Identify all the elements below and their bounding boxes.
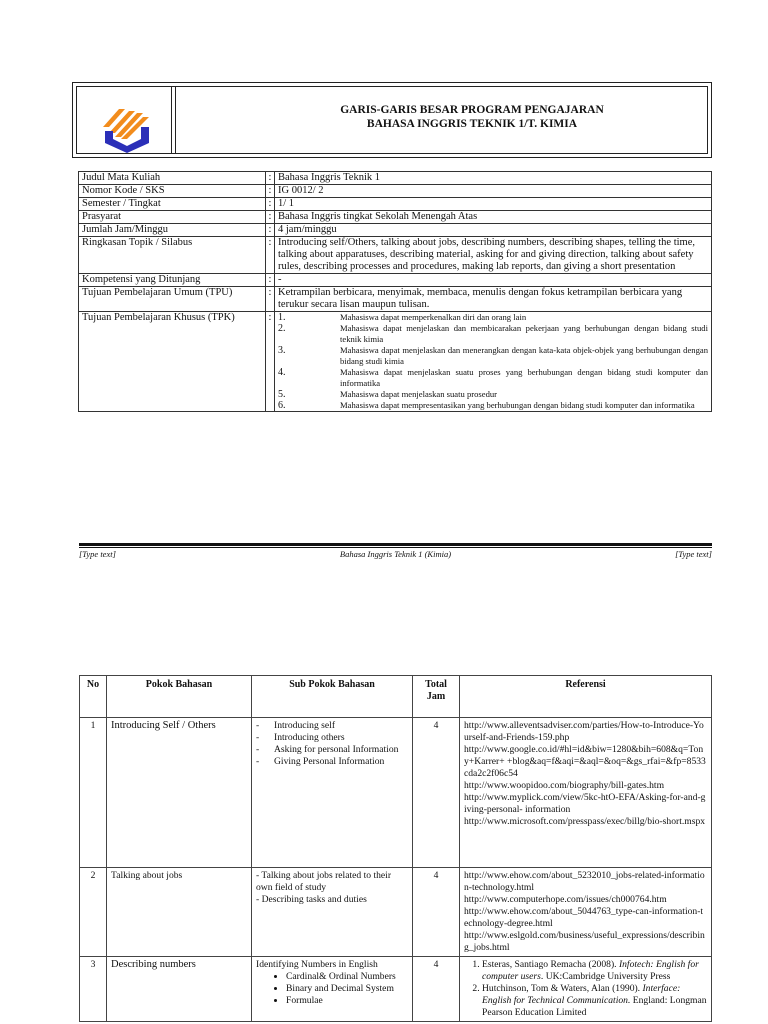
col-header-ref: Referensi bbox=[460, 676, 712, 718]
tpk-number: 6. bbox=[278, 400, 286, 411]
meta-label: Prasyarat bbox=[79, 211, 266, 224]
meta-colon: : bbox=[266, 172, 275, 185]
meta-value: IG 0012/ 2 bbox=[275, 185, 712, 198]
col-header-no: No bbox=[80, 676, 107, 718]
institution-logo-icon bbox=[99, 97, 155, 155]
reference-link[interactable]: http://www.alleventsadviser.com/parties/How-to-Introduce-Yourself-and-Friends-159.php bbox=[464, 720, 704, 743]
row-jam: 4 bbox=[413, 957, 460, 1022]
footer-right: [Type text] bbox=[675, 549, 712, 559]
sub-bullet-list bbox=[256, 971, 408, 1007]
sub-bullet: • Formulae bbox=[286, 995, 408, 1007]
sub-item: - Introducing others bbox=[256, 732, 345, 743]
meta-row bbox=[79, 172, 712, 185]
tpk-list bbox=[275, 312, 712, 412]
meta-row bbox=[79, 185, 712, 198]
meta-row bbox=[79, 274, 712, 287]
table-row bbox=[80, 868, 712, 957]
meta-row bbox=[79, 287, 712, 312]
sub-item: - Giving Personal Information bbox=[256, 756, 385, 767]
meta-row bbox=[79, 237, 712, 274]
sub-list bbox=[256, 720, 408, 768]
row-jam: 4 bbox=[413, 868, 460, 957]
header-inner-border bbox=[76, 86, 708, 154]
header-divider bbox=[171, 87, 176, 153]
course-info-table bbox=[78, 171, 712, 412]
meta-colon: : bbox=[266, 287, 275, 312]
tpk-number: 5. bbox=[278, 389, 286, 400]
footer-rule-thick bbox=[79, 543, 712, 546]
meta-value: Bahasa Inggris tingkat Sekolah Menengah Atas bbox=[275, 211, 712, 224]
meta-label: Nomor Kode / SKS bbox=[79, 185, 266, 198]
syllabus-header-row bbox=[80, 676, 712, 718]
row-ref bbox=[460, 718, 712, 868]
sub-item: - Describing tasks and duties bbox=[256, 894, 367, 905]
reference-link[interactable]: http://www.ehow.com/about_5232010_jobs-related-information-technology.html bbox=[464, 870, 705, 893]
reference-link[interactable]: http://www.myplick.com/view/5kc-htO-EFA/Asking-for-and-giving-personal- information bbox=[464, 792, 706, 815]
row-pokok: Talking about jobs bbox=[107, 868, 252, 957]
row-jam: 4 bbox=[413, 718, 460, 868]
meta-colon: : bbox=[266, 274, 275, 287]
sub-bullet: • Binary and Decimal System bbox=[286, 983, 408, 995]
meta-row bbox=[79, 198, 712, 211]
tpk-item bbox=[278, 345, 708, 367]
tpk-number: 4. bbox=[278, 367, 286, 378]
meta-label: Kompetensi yang Ditunjang bbox=[79, 274, 266, 287]
tpk-item bbox=[278, 389, 708, 400]
meta-label: Ringkasan Topik / Silabus bbox=[79, 237, 266, 274]
title-line-1: GARIS-GARIS BESAR PROGRAM PENGAJARAN bbox=[340, 104, 604, 116]
sub-item: - Talking about jobs related to their own field of study bbox=[256, 870, 392, 893]
document-header bbox=[72, 82, 712, 158]
col-header-jam: Total Jam bbox=[413, 676, 460, 718]
tpk-text: Mahasiswa dapat menjelaskan dan menerangkan dengan kata-kata objek-objek yang berhubungan dengan bidang studi kimia bbox=[340, 345, 708, 366]
meta-label: Jumlah Jam/Minggu bbox=[79, 224, 266, 237]
meta-colon: : bbox=[266, 237, 275, 274]
footer-left: [Type text] bbox=[79, 549, 116, 559]
reference-link[interactable]: http://www.google.co.id/#hl=id&biw=1280&bih=608&q=Tony+Karrer+ +blog&aq=f&aqi=&aql=&oq=&gs_rfai=&fp=8533cda2c2f06c54 bbox=[464, 744, 706, 779]
sub-item: - Asking for personal Information bbox=[256, 744, 399, 755]
row-no: 1 bbox=[80, 718, 107, 868]
table-row bbox=[80, 718, 712, 868]
tpk-text: Mahasiswa dapat menjelaskan dan membicarakan pekerjaan yang berhubungan dengan bidang studi teknik kimia bbox=[340, 323, 708, 344]
meta-value: Bahasa Inggris Teknik 1 bbox=[275, 172, 712, 185]
meta-colon: : bbox=[266, 224, 275, 237]
tpk-item bbox=[278, 367, 708, 389]
meta-label: Tujuan Pembelajaran Umum (TPU) bbox=[79, 287, 266, 312]
meta-row bbox=[79, 224, 712, 237]
meta-colon: : bbox=[266, 198, 275, 211]
tpk-item bbox=[278, 400, 708, 411]
title-line-2: BAHASA INGGRIS TEKNIK 1/T. KIMIA bbox=[366, 118, 578, 130]
syllabus-table bbox=[79, 675, 712, 1022]
col-header-pokok: Pokok Bahasan bbox=[107, 676, 252, 718]
reference-link[interactable]: http://www.microsoft.com/presspass/exec/billg/bio-short.mspx bbox=[464, 816, 706, 827]
footer-rule-thin bbox=[79, 547, 712, 548]
meta-colon: : bbox=[266, 185, 275, 198]
sub-intro: Identifying Numbers in English bbox=[256, 959, 378, 970]
meta-label: Judul Mata Kuliah bbox=[79, 172, 266, 185]
meta-value: 4 jam/minggu bbox=[275, 224, 712, 237]
meta-row bbox=[79, 211, 712, 224]
tpk-number: 3. bbox=[278, 345, 286, 356]
tpk-text: Mahasiswa dapat mempresentasikan yang berhubungan dengan bidang studi komputer dan informatika bbox=[340, 400, 695, 410]
tpk-text: Mahasiswa dapat menjelaskan suatu prosedur bbox=[340, 389, 498, 399]
meta-colon: : bbox=[266, 312, 275, 412]
row-sub bbox=[252, 718, 413, 868]
row-sub bbox=[252, 868, 413, 957]
sub-item: - Introducing self bbox=[256, 720, 336, 731]
book-reference: 2. Hutchinson, Tom & Waters, Alan (1990). Interface: English for Technical Communication. England: Longman Pearson Education Limited bbox=[482, 983, 707, 1019]
page-footer bbox=[79, 549, 712, 559]
row-ref bbox=[460, 957, 712, 1022]
meta-colon: : bbox=[266, 211, 275, 224]
row-sub bbox=[252, 957, 413, 1022]
meta-value: Ketrampilan berbicara, menyimak, membaca, menulis dengan fokus ketrampilan berbicara yang terukur secara lisan maupun tulisan. bbox=[275, 287, 712, 312]
book-reference: 1. Esteras, Santiago Remacha (2008). Infotech: English for computer users. UK:Cambridge University Press bbox=[482, 959, 707, 983]
reference-link[interactable]: http://www.eslgold.com/business/useful_expressions/describing_jobs.html bbox=[464, 930, 705, 953]
reference-link[interactable]: http://www.woopidoo.com/biography/bill-gates.htm bbox=[464, 780, 665, 791]
row-ref bbox=[460, 868, 712, 957]
tpk-text: Mahasiswa dapat memperkenalkan diri dan orang lain bbox=[340, 312, 527, 322]
sub-bullet: • Cardinal& Ordinal Numbers bbox=[286, 971, 408, 983]
tpk-number: 2. bbox=[278, 323, 286, 334]
tpk-item bbox=[278, 323, 708, 345]
table-row bbox=[80, 957, 712, 1022]
meta-value: - bbox=[275, 274, 712, 287]
tpk-number: 1. bbox=[278, 312, 286, 323]
document-title bbox=[247, 103, 697, 131]
tpk-text: Mahasiswa dapat menjelaskan suatu proses yang berhubungan dengan bidang studi komputer dan informatika bbox=[340, 367, 708, 388]
meta-row-tpk bbox=[79, 312, 712, 412]
col-header-sub: Sub Pokok Bahasan bbox=[252, 676, 413, 718]
row-no: 2 bbox=[80, 868, 107, 957]
meta-value: 1/ 1 bbox=[275, 198, 712, 211]
meta-label: Tujuan Pembelajaran Khusus (TPK) bbox=[79, 312, 266, 412]
tpk-item bbox=[278, 312, 708, 323]
meta-label: Semester / Tingkat bbox=[79, 198, 266, 211]
row-pokok: Introducing Self / Others bbox=[107, 718, 252, 868]
reference-link[interactable]: http://www.computerhope.com/issues/ch000764.htm bbox=[464, 894, 667, 905]
row-no: 3 bbox=[80, 957, 107, 1022]
meta-value: Introducing self/Others, talking about jobs, describing numbers, describing shapes, telling the time, talking about apparatuses, describing material, asking for and giving direction, talking about safety rules, describing processes and procedures, making lab reports, dan giving a short presentation bbox=[275, 237, 712, 274]
book-reference-list bbox=[464, 959, 707, 1019]
footer-center: Bahasa Inggris Teknik 1 (Kimia) bbox=[339, 549, 452, 559]
row-pokok: Describing numbers bbox=[107, 957, 252, 1022]
reference-link[interactable]: http://www.ehow.com/about_5044763_type-can-information-technology-degree.html bbox=[464, 906, 704, 929]
